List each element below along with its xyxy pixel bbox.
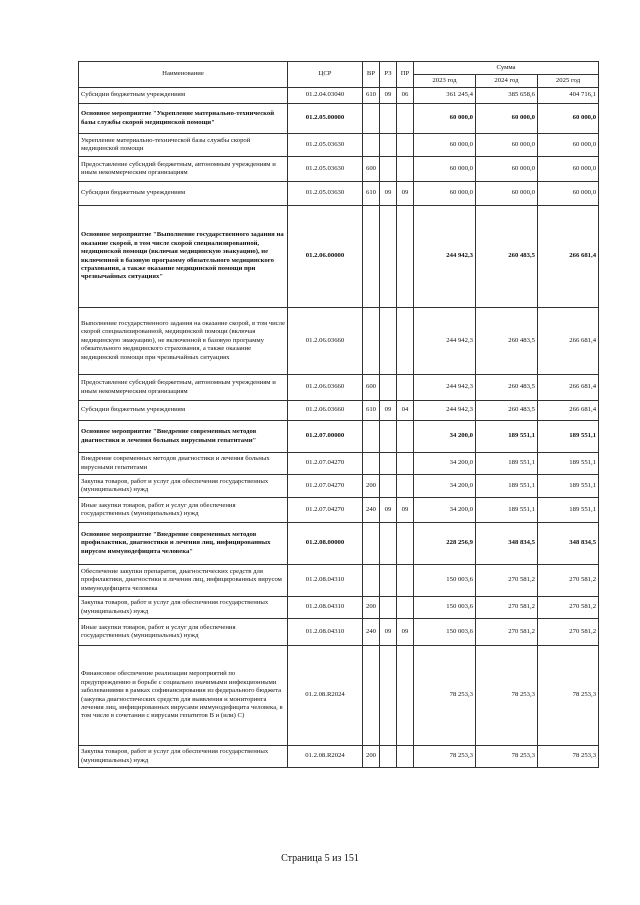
row-name: Закупка товаров, работ и услуг для обеспечения государственных (муниципальных) нужд <box>79 746 288 768</box>
row-sum-2024: 270 581,2 <box>476 597 538 619</box>
row-sum-2023: 244 942,3 <box>414 401 476 421</box>
table-row <box>79 646 599 746</box>
row-sum-2023: 244 942,3 <box>414 206 476 308</box>
row-pr: 09 <box>397 619 414 646</box>
header-pr: ПР <box>397 62 414 88</box>
row-csr: 01.2.06.00000 <box>288 206 363 308</box>
table-row <box>79 206 599 308</box>
table-row <box>79 421 599 453</box>
row-sum-2023: 34 200,0 <box>414 475 476 498</box>
row-sum-2023: 361 245,4 <box>414 88 476 104</box>
row-csr: 01.2.07.00000 <box>288 421 363 453</box>
row-vr <box>363 104 380 134</box>
header-year-2024: 2024 год <box>476 75 538 88</box>
row-csr: 01.2.05.03630 <box>288 134 363 157</box>
row-sum-2024: 385 658,6 <box>476 88 538 104</box>
row-rz: 09 <box>380 88 397 104</box>
row-sum-2023: 244 942,3 <box>414 375 476 401</box>
row-name: Субсидии бюджетным учреждениям <box>79 401 288 421</box>
row-rz <box>380 746 397 768</box>
row-rz <box>380 523 397 565</box>
header-csr: ЦСР <box>288 62 363 88</box>
row-csr: 01.2.05.00000 <box>288 104 363 134</box>
row-vr <box>363 646 380 746</box>
row-pr <box>397 375 414 401</box>
row-rz: 09 <box>380 619 397 646</box>
row-vr: 240 <box>363 498 380 523</box>
row-sum-2024: 189 551,1 <box>476 498 538 523</box>
row-name: Основное мероприятие "Выполнение государственного задания на оказание скорой, в том числе скорой специализированной, медицинской помощи (включая медицинскую эвакуацию), не включенной в базовую программу обязательного медицинского страхования, а также оказание медицинской помощи при чрезвычайных ситуациях" <box>79 206 288 308</box>
row-rz: 09 <box>380 182 397 206</box>
row-csr: 01.2.08.04310 <box>288 565 363 597</box>
row-sum-2025: 60 000,0 <box>538 104 599 134</box>
row-vr <box>363 523 380 565</box>
row-sum-2025: 348 834,5 <box>538 523 599 565</box>
table-row <box>79 475 599 498</box>
row-vr: 610 <box>363 88 380 104</box>
row-csr: 01.2.08.R2024 <box>288 746 363 768</box>
row-sum-2024: 270 581,2 <box>476 619 538 646</box>
row-rz <box>380 475 397 498</box>
row-rz <box>380 134 397 157</box>
row-vr <box>363 421 380 453</box>
row-pr: 06 <box>397 88 414 104</box>
row-name: Финансовое обеспечение реализации мероприятий по предупреждению и борьбе с социально значимыми инфекционными заболеваниями в рамках софинансирования из федерального бюджета (закупка диагностических средств для выявления и мониторинга лечения лиц, инфицированных вирусами иммунодефицита человека, в том числе в сочетании с вирусами гепатитов B и (или) C) <box>79 646 288 746</box>
header-rz: РЗ <box>380 62 397 88</box>
row-pr <box>397 523 414 565</box>
row-sum-2024: 60 000,0 <box>476 182 538 206</box>
table-row <box>79 134 599 157</box>
row-sum-2023: 78 253,3 <box>414 646 476 746</box>
row-rz: 09 <box>380 498 397 523</box>
row-sum-2024: 78 253,3 <box>476 746 538 768</box>
row-sum-2025: 270 581,2 <box>538 597 599 619</box>
table-row <box>79 619 599 646</box>
row-sum-2025: 189 551,1 <box>538 421 599 453</box>
row-sum-2024: 260 483,5 <box>476 206 538 308</box>
row-sum-2023: 150 003,6 <box>414 565 476 597</box>
row-sum-2023: 34 200,0 <box>414 453 476 475</box>
row-vr <box>363 308 380 375</box>
row-csr: 01.2.05.03630 <box>288 157 363 182</box>
row-csr: 01.2.06.03660 <box>288 401 363 421</box>
table-row <box>79 453 599 475</box>
row-sum-2023: 150 003,6 <box>414 619 476 646</box>
row-sum-2025: 270 581,2 <box>538 565 599 597</box>
row-sum-2024: 260 483,5 <box>476 308 538 375</box>
row-rz <box>380 157 397 182</box>
table-row <box>79 597 599 619</box>
table-row <box>79 523 599 565</box>
table-row <box>79 375 599 401</box>
row-sum-2025: 78 253,3 <box>538 746 599 768</box>
table-row <box>79 498 599 523</box>
page-number: Страница 5 из 151 <box>281 853 359 864</box>
row-name: Субсидии бюджетным учреждениям <box>79 88 288 104</box>
row-name: Закупка товаров, работ и услуг для обеспечения государственных (муниципальных) нужд <box>79 597 288 619</box>
header-year-2025: 2025 год <box>538 75 599 88</box>
row-sum-2024: 189 551,1 <box>476 453 538 475</box>
row-sum-2025: 266 681,4 <box>538 375 599 401</box>
row-rz <box>380 421 397 453</box>
row-pr <box>397 597 414 619</box>
row-sum-2024: 189 551,1 <box>476 421 538 453</box>
row-rz <box>380 453 397 475</box>
row-vr: 200 <box>363 475 380 498</box>
row-pr <box>397 453 414 475</box>
row-sum-2024: 78 253,3 <box>476 646 538 746</box>
table-row <box>79 104 599 134</box>
row-sum-2023: 60 000,0 <box>414 157 476 182</box>
row-sum-2024: 260 483,5 <box>476 401 538 421</box>
row-sum-2025: 189 551,1 <box>538 475 599 498</box>
header-vr: ВР <box>363 62 380 88</box>
row-csr: 01.2.06.03660 <box>288 375 363 401</box>
table-header <box>79 62 599 88</box>
row-name: Основное мероприятие "Укрепление материально-технической базы службы скорой медицинской помощи" <box>79 104 288 134</box>
row-pr: 04 <box>397 401 414 421</box>
table-row <box>79 88 599 104</box>
row-sum-2025: 60 000,0 <box>538 157 599 182</box>
row-name: Обеспечение закупки препаратов, диагностических средств для профилактики, диагностики и лечения лиц, инфицированных вирусом иммунодефицита человека <box>79 565 288 597</box>
row-vr <box>363 453 380 475</box>
row-vr: 240 <box>363 619 380 646</box>
row-pr <box>397 157 414 182</box>
row-pr: 09 <box>397 182 414 206</box>
row-pr: 09 <box>397 498 414 523</box>
header-sum: Сумма <box>414 62 599 75</box>
row-sum-2023: 244 942,3 <box>414 308 476 375</box>
row-sum-2024: 60 000,0 <box>476 134 538 157</box>
row-vr <box>363 565 380 597</box>
row-vr: 600 <box>363 157 380 182</box>
row-sum-2025: 266 681,4 <box>538 206 599 308</box>
row-sum-2025: 78 253,3 <box>538 646 599 746</box>
row-sum-2025: 189 551,1 <box>538 498 599 523</box>
row-pr <box>397 746 414 768</box>
row-pr <box>397 206 414 308</box>
row-rz <box>380 646 397 746</box>
header-name: Наименование <box>79 62 288 88</box>
row-csr: 01.2.04.03040 <box>288 88 363 104</box>
row-pr <box>397 646 414 746</box>
table-row <box>79 746 599 768</box>
row-sum-2023: 150 003,6 <box>414 597 476 619</box>
row-vr: 610 <box>363 182 380 206</box>
row-rz <box>380 308 397 375</box>
row-sum-2023: 60 000,0 <box>414 134 476 157</box>
row-sum-2024: 189 551,1 <box>476 475 538 498</box>
row-sum-2025: 189 551,1 <box>538 453 599 475</box>
row-csr: 01.2.06.03660 <box>288 308 363 375</box>
row-rz <box>380 375 397 401</box>
row-vr: 610 <box>363 401 380 421</box>
table-row <box>79 157 599 182</box>
row-rz <box>380 104 397 134</box>
row-csr: 01.2.08.04310 <box>288 619 363 646</box>
row-csr: 01.2.08.04310 <box>288 597 363 619</box>
row-csr: 01.2.07.04270 <box>288 475 363 498</box>
row-sum-2024: 348 834,5 <box>476 523 538 565</box>
row-pr <box>397 104 414 134</box>
table-row <box>79 308 599 375</box>
row-vr <box>363 134 380 157</box>
header-year-2023: 2023 год <box>414 75 476 88</box>
row-sum-2024: 270 581,2 <box>476 565 538 597</box>
row-rz <box>380 565 397 597</box>
row-pr <box>397 475 414 498</box>
row-csr: 01.2.05.03630 <box>288 182 363 206</box>
row-csr: 01.2.07.04270 <box>288 453 363 475</box>
row-sum-2025: 266 681,4 <box>538 401 599 421</box>
row-name: Предоставление субсидий бюджетным, автономным учреждениям и иным некоммерческим организациям <box>79 375 288 401</box>
row-sum-2025: 60 000,0 <box>538 182 599 206</box>
table-row <box>79 182 599 206</box>
table-body <box>79 88 599 768</box>
row-csr: 01.2.07.04270 <box>288 498 363 523</box>
row-pr <box>397 421 414 453</box>
row-name: Иные закупки товаров, работ и услуг для обеспечения государственных (муниципальных) нужд <box>79 619 288 646</box>
row-name: Закупка товаров, работ и услуг для обеспечения государственных (муниципальных) нужд <box>79 475 288 498</box>
row-sum-2025: 270 581,2 <box>538 619 599 646</box>
budget-table <box>78 61 599 768</box>
row-sum-2023: 60 000,0 <box>414 104 476 134</box>
row-rz: 09 <box>380 401 397 421</box>
row-name: Внедрение современных методов диагностики и лечения больных вирусными гепатитами <box>79 453 288 475</box>
row-pr <box>397 308 414 375</box>
row-name: Выполнение государственного задания на оказание скорой, в том числе скорой специализированной, медицинской помощи (включая медицинскую эвакуацию), не включенной в базовую программу обязательного медицинского страхования, а также оказание медицинской помощи при чрезвычайных ситуациях <box>79 308 288 375</box>
row-vr <box>363 206 380 308</box>
row-sum-2024: 60 000,0 <box>476 157 538 182</box>
row-csr: 01.2.08.R2024 <box>288 646 363 746</box>
row-rz <box>380 206 397 308</box>
row-csr: 01.2.08.00000 <box>288 523 363 565</box>
row-sum-2025: 266 681,4 <box>538 308 599 375</box>
row-name: Иные закупки товаров, работ и услуг для обеспечения государственных (муниципальных) нужд <box>79 498 288 523</box>
row-rz <box>380 597 397 619</box>
row-vr: 200 <box>363 746 380 768</box>
row-name: Предоставление субсидий бюджетным, автономным учреждениям и иным некоммерческим организациям <box>79 157 288 182</box>
row-name: Укрепление материально-технической базы службы скорой медицинской помощи <box>79 134 288 157</box>
row-pr <box>397 565 414 597</box>
row-sum-2023: 34 200,0 <box>414 421 476 453</box>
row-sum-2024: 60 000,0 <box>476 104 538 134</box>
table-row <box>79 401 599 421</box>
row-vr: 200 <box>363 597 380 619</box>
row-pr <box>397 134 414 157</box>
row-sum-2023: 228 256,9 <box>414 523 476 565</box>
table-row <box>79 565 599 597</box>
row-sum-2023: 78 253,3 <box>414 746 476 768</box>
row-sum-2025: 404 716,1 <box>538 88 599 104</box>
row-name: Субсидии бюджетным учреждениям <box>79 182 288 206</box>
row-sum-2025: 60 000,0 <box>538 134 599 157</box>
row-name: Основное мероприятие "Внедрение современных методов диагностики и лечения больных вирусными гепатитами" <box>79 421 288 453</box>
row-sum-2024: 260 483,5 <box>476 375 538 401</box>
row-name: Основное мероприятие "Внедрение современных методов профилактики, диагностики и лечения лиц, инфицированных вирусом иммунодефицита человека" <box>79 523 288 565</box>
row-vr: 600 <box>363 375 380 401</box>
row-sum-2023: 60 000,0 <box>414 182 476 206</box>
row-sum-2023: 34 200,0 <box>414 498 476 523</box>
